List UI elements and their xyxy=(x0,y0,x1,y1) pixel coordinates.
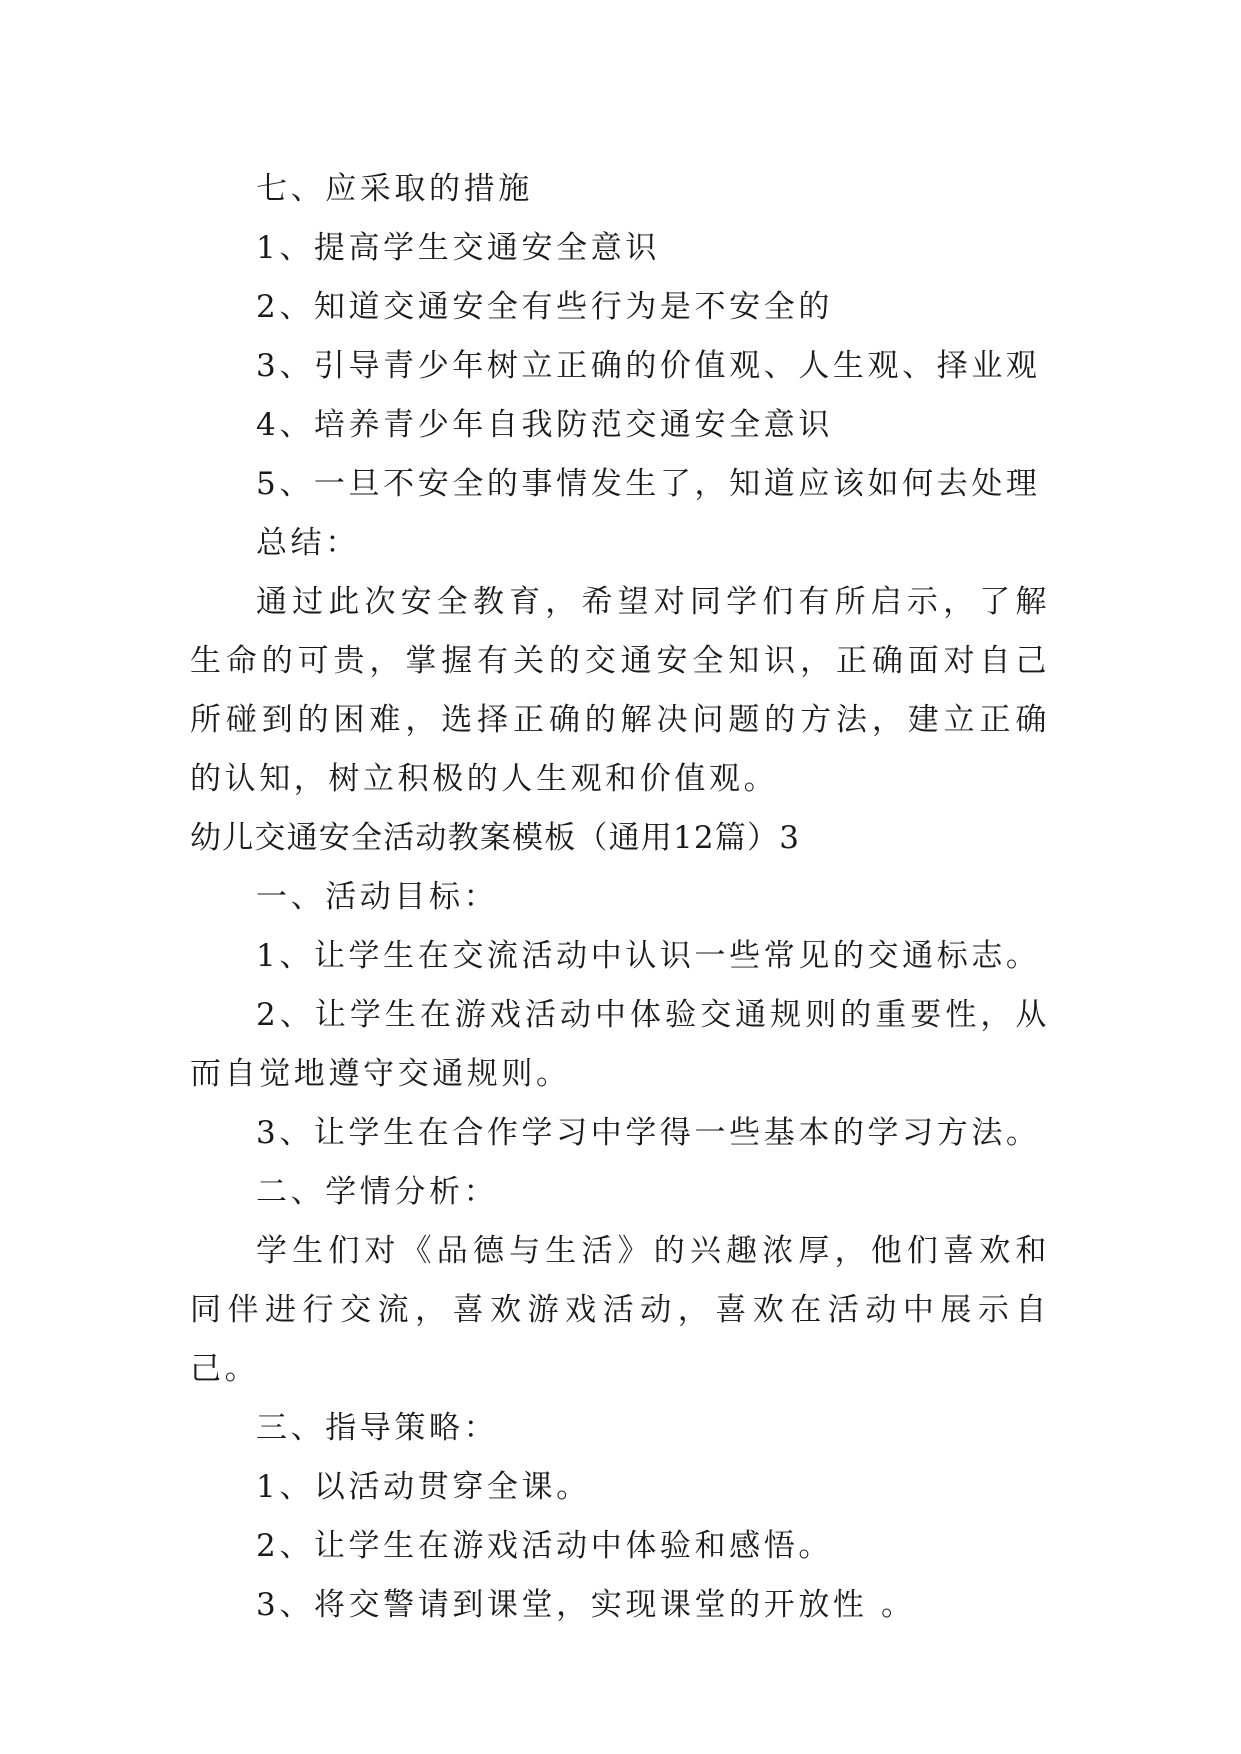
section-heading-strategy: 三、指导策略： xyxy=(256,1410,499,1446)
list-item: 3、让学生在合作学习中学得一些基本的学习方法。 xyxy=(256,1115,1041,1151)
list-item: 2、让学生在游戏活动中体验和感悟。 xyxy=(256,1528,833,1564)
document-body xyxy=(190,160,1050,1635)
list-item: 1、让学生在交流活动中认识一些常见的交通标志。 xyxy=(256,938,1041,974)
list-item: 2、知道交通安全有些行为是不安全的 xyxy=(256,289,833,325)
lesson-title: 幼儿交通安全活动教案模板（通用12篇）3 xyxy=(190,820,801,856)
list-item: 1、提高学生交通安全意识 xyxy=(256,230,660,266)
list-item: 3、将交警请到课堂，实现课堂的开放性 。 xyxy=(256,1587,916,1623)
analysis-paragraph: 学生们对《品德与生活》的兴趣浓厚，他们喜欢和同伴进行交流，喜欢游戏活动，喜欢在活动中展示自己。 xyxy=(190,1233,1050,1387)
list-item: 4、培养青少年自我防范交通安全意识 xyxy=(256,407,833,443)
section-heading-goals: 一、活动目标： xyxy=(256,879,499,915)
list-item: 2、让学生在游戏活动中体验交通规则的重要性，从而自觉地遵守交通规则。 xyxy=(190,997,1050,1092)
summary-label: 总结： xyxy=(256,525,360,561)
section-heading-measures: 七、应采取的措施 xyxy=(256,171,533,207)
summary-paragraph: 通过此次安全教育，希望对同学们有所启示，了解生命的可贵，掌握有关的交通安全知识，正确面对自己所碰到的困难，选择正确的解决问题的方法，建立正确的认知，树立积极的人生观和价值观。 xyxy=(190,584,1050,797)
list-item: 3、引导青少年树立正确的价值观、人生观、择业观 xyxy=(256,348,1041,384)
list-item: 5、一旦不安全的事情发生了，知道应该如何去处理 xyxy=(256,466,1041,502)
list-item: 1、以活动贯穿全课。 xyxy=(256,1469,591,1505)
section-heading-analysis: 二、学情分析： xyxy=(256,1174,499,1210)
